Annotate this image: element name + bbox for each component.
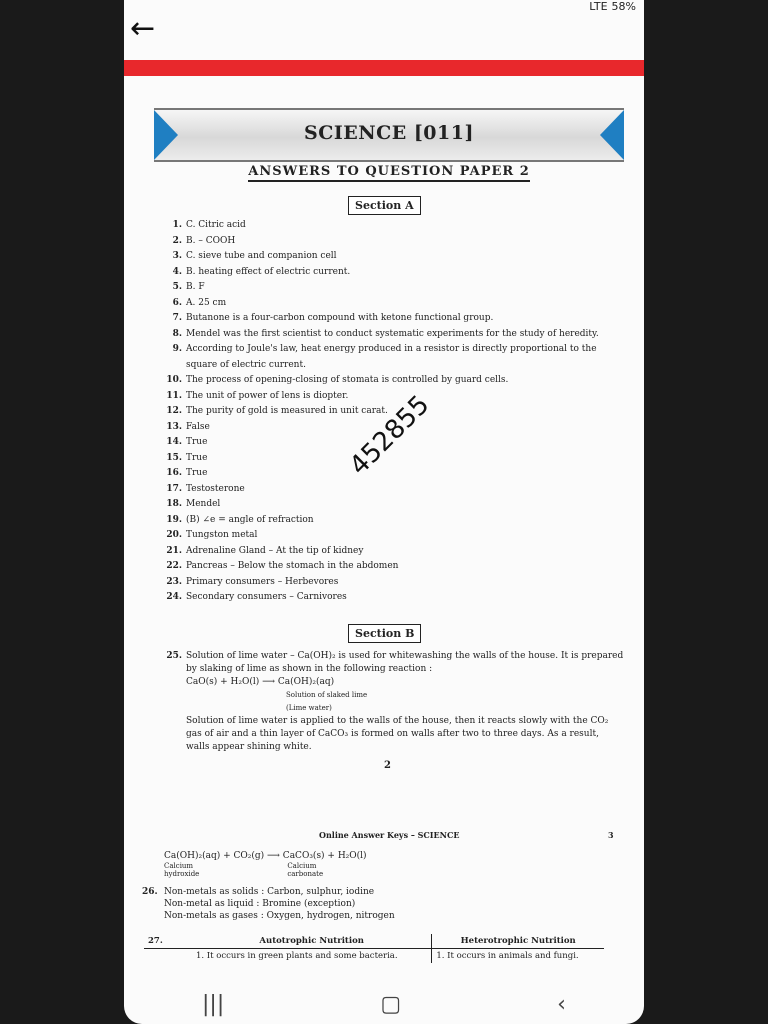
q25-text-1: Solution of lime water – Ca(OH)₂ is used for whitewashing the walls of the house. It is prepared by slaking of lime as shown in the following reaction : <box>186 651 624 674</box>
label-calcium: Calcium <box>164 862 194 870</box>
answer-text: B. F <box>186 282 205 292</box>
footer-page-number: 3 <box>608 830 614 840</box>
answer-number: 10. <box>166 375 182 385</box>
answer-number: 6. <box>172 297 182 308</box>
label-calcium-2: Calcium <box>287 862 317 870</box>
answer-text: The unit of power of lens is diopter. <box>186 390 349 401</box>
answer-text: B. heating effect of electric current. <box>186 266 351 277</box>
answer-text: Testosterone <box>186 483 245 494</box>
answer-text: A. 25 cm <box>186 297 227 308</box>
answer-number: 19. <box>166 514 182 525</box>
answer-item <box>164 342 624 373</box>
table-header-autotrophic: Autotrophic Nutrition <box>192 934 432 949</box>
status-bar <box>589 0 644 12</box>
q26-reaction: Ca(OH)₂(aq) + CO₂(g) ⟶ CaCO₃(s) + H₂O(l) <box>164 851 367 861</box>
answer-item <box>164 218 624 234</box>
answer-text: Tungston metal <box>186 530 258 540</box>
answer-text: Pancreas – Below the stomach in the abdomen <box>186 561 399 571</box>
back-arrow-icon[interactable]: ← <box>130 11 156 46</box>
footer-heading: Online Answer Keys – SCIENCE <box>319 830 460 840</box>
subtitle-text: ANSWERS TO QUESTION PAPER 2 <box>248 164 530 182</box>
answer-item <box>164 373 624 389</box>
answer-item <box>164 544 624 560</box>
answer-item <box>164 559 624 575</box>
answer-item <box>164 590 624 606</box>
android-nav-bar <box>124 984 644 1024</box>
page-title: SCIENCE [011] <box>304 122 474 144</box>
answer-number: 9. <box>172 344 182 354</box>
q26-line-1: Non-metals as solids : Carbon, sulphur, iodine <box>164 887 375 897</box>
answer-text: According to Joule's law, heat energy produced in a resistor is directly proportional to the square of electric current. <box>186 344 597 370</box>
q25-equation: CaO(s) + H₂O(l) ⟶ Ca(OH)₂(aq) <box>186 677 335 687</box>
answer-text: (B) ∠e = angle of refraction <box>186 514 314 525</box>
answer-text: Mendel was the first scientist to conduct systematic experiments for the study of heredity. <box>186 328 599 339</box>
answer-number: 21. <box>166 545 182 556</box>
answer-text: True <box>186 452 208 463</box>
answer-text: Butanone is a four-carbon compound with ketone functional group. <box>186 313 494 323</box>
phone-screen <box>124 0 644 1024</box>
answer-item <box>164 265 624 281</box>
answer-number: 7. <box>172 313 182 323</box>
answer-number: 13. <box>166 421 182 432</box>
answer-number: 1. <box>172 220 182 230</box>
answer-item <box>164 389 624 405</box>
answer-item <box>164 249 624 265</box>
question-25 <box>164 650 624 754</box>
answer-number: 3. <box>172 251 182 261</box>
answer-number: 22. <box>166 561 182 571</box>
answer-item <box>164 296 624 312</box>
q25-text-2: Solution of lime water is applied to the walls of the house, then it reacts slowly with the CO₂ gas of air and a thin layer of CaCO₃ is formed on walls after two to three days. As a result, walls appear shining white. <box>186 716 609 752</box>
label-carbonate: carbonate <box>287 870 324 878</box>
answer-number: 24. <box>166 592 182 602</box>
answer-number: 15. <box>166 452 182 463</box>
q26-line-2: Non-metal as liquid : Bromine (exception) <box>164 899 356 909</box>
header-accent-bar <box>124 60 644 76</box>
answer-item <box>164 234 624 250</box>
label-hydroxide: hydroxide <box>164 870 200 878</box>
q25-equation-label-1: Solution of slaked lime <box>286 691 368 699</box>
answer-text: C. Citric acid <box>186 220 246 230</box>
answer-number: 17. <box>166 483 182 494</box>
answer-number: 18. <box>166 499 182 509</box>
q25-equation-label-2: (Lime water) <box>286 704 332 712</box>
back-nav-icon[interactable]: ‹ <box>557 991 566 1017</box>
answer-text: Primary consumers – Herbevores <box>186 576 339 587</box>
lower-answers <box>142 850 604 922</box>
answer-number: 23. <box>166 576 182 587</box>
answer-number: 14. <box>166 437 182 447</box>
answer-item <box>164 466 624 482</box>
answer-item <box>164 311 624 327</box>
answer-text: True <box>186 437 208 447</box>
section-a-heading: Section A <box>348 196 421 215</box>
answer-item <box>164 575 624 591</box>
answer-text: The process of opening-closing of stomata is controlled by guard cells. <box>186 375 509 385</box>
title-banner <box>154 108 624 162</box>
answer-item <box>164 327 624 343</box>
answer-text: Mendel <box>186 499 221 509</box>
table-row <box>144 949 604 964</box>
answer-text: Adrenaline Gland – At the tip of kidney <box>186 545 364 556</box>
page-subtitle <box>154 164 624 179</box>
answer-number: 5. <box>172 282 182 292</box>
answer-number: 16. <box>166 468 182 478</box>
recent-apps-icon[interactable]: ||| <box>202 991 225 1017</box>
answer-item <box>164 497 624 513</box>
table-cell: 1. It occurs in green plants and some bacteria. <box>196 951 398 961</box>
question-26 <box>142 886 604 922</box>
answer-text: True <box>186 468 208 478</box>
answer-number: 20. <box>166 530 182 540</box>
section-b-heading: Section B <box>348 624 421 643</box>
answer-text: C. sieve tube and companion cell <box>186 251 337 261</box>
answer-text: B. – COOH <box>186 235 236 246</box>
answer-number: 4. <box>172 266 182 277</box>
answer-item <box>164 451 624 467</box>
answer-item <box>164 280 624 296</box>
question-number: 26. <box>142 887 158 897</box>
answer-text: False <box>186 421 210 432</box>
answer-number: 12. <box>166 406 182 416</box>
question-number: 25. <box>166 651 182 661</box>
battery-indicator: 58% <box>611 0 636 13</box>
network-indicator: LTE <box>589 0 608 13</box>
table-header-heterotrophic: Heterotrophic Nutrition <box>432 934 604 949</box>
table-cell: 1. It occurs in animals and fungi. <box>432 949 604 964</box>
watermark: 452855 <box>344 389 436 482</box>
answer-item <box>164 513 624 529</box>
q26-line-3: Non-metals as gases : Oxygen, hydrogen, nitrogen <box>164 911 395 921</box>
answer-number: 8. <box>172 328 182 339</box>
reaction-labels <box>164 862 604 878</box>
answer-item <box>164 528 624 544</box>
answer-item <box>164 482 624 498</box>
nutrition-table <box>144 934 604 963</box>
answer-number: 2. <box>172 235 182 246</box>
answer-text: The purity of gold is measured in unit carat. <box>186 406 388 416</box>
page-number: 2 <box>384 760 391 771</box>
question-number: 27. <box>144 934 192 949</box>
answer-text: Secondary consumers – Carnivores <box>186 592 347 602</box>
home-icon[interactable]: ▢ <box>380 991 402 1017</box>
answer-number: 11. <box>166 390 182 401</box>
